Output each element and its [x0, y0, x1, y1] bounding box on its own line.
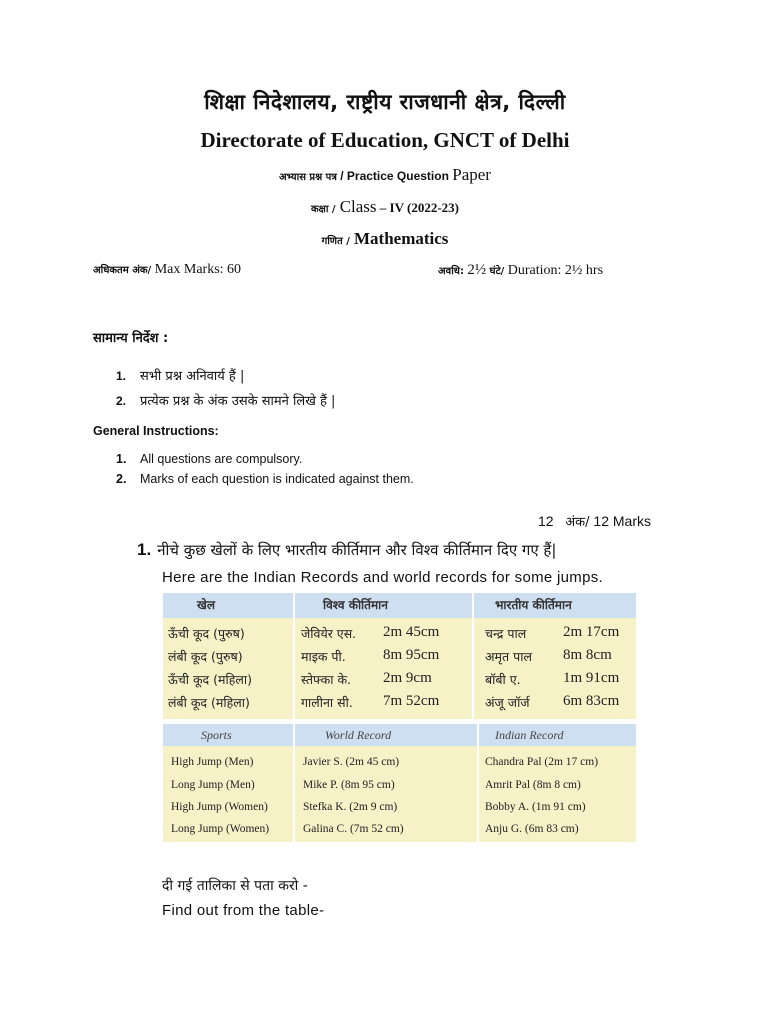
column-divider: [477, 724, 479, 842]
header-india: भारतीय कीर्तिमान: [495, 598, 572, 612]
item-number: 2.: [116, 472, 127, 486]
marks-hindi: अंक/: [565, 515, 590, 530]
table-cell: अमृत पाल: [485, 649, 532, 664]
header-india: Indian Record: [495, 728, 564, 742]
item-text: सभी प्रश्न अनिवार्य हैं |: [140, 369, 245, 384]
table-cell: 8m 8cm: [563, 647, 612, 663]
table-cell: जेवियेर एस.: [301, 626, 357, 641]
duration-val: 2½: [467, 262, 487, 278]
table-cell: बॉबी ए.: [485, 672, 521, 687]
marks-en: 12 Marks: [589, 513, 652, 529]
instruction-hindi-item: [116, 366, 244, 384]
paper-sep: /: [336, 169, 347, 183]
header-world: World Record: [325, 728, 392, 742]
table-cell: माइक पी.: [301, 649, 346, 664]
records-table-hindi: [163, 593, 636, 719]
item-number: 2.: [116, 394, 127, 408]
table-cell: 2m 17cm: [563, 624, 620, 640]
duration-hindi2: घंटे/: [486, 266, 505, 277]
prompt-english: Find out from the table-: [162, 902, 325, 919]
duration-hindi: अवधि:: [438, 266, 468, 277]
duration-en: Duration: 2½ hrs: [504, 263, 604, 278]
column-divider: [293, 593, 295, 719]
table-cell: Bobby A. (1m 91 cm): [485, 801, 586, 813]
subject-en: Mathematics: [354, 229, 449, 248]
question-text-hindi: नीचे कुछ खेलों के लिए भारतीय कीर्तिमान और विश्व कीर्तिमान दिए गए हैं|: [157, 541, 557, 559]
item-text: प्रत्येक प्रश्न के अंक उसके सामने लिखे हैं |: [140, 394, 336, 409]
class-hindi: कक्षा /: [310, 204, 336, 215]
header-sport: Sports: [201, 728, 232, 742]
duration: [438, 262, 603, 279]
subject-line: [0, 229, 770, 249]
table-cell: Javier S. (2m 45 cm): [303, 756, 400, 768]
question-text-english: Here are the Indian Records and world records for some jumps.: [162, 569, 603, 586]
header-world: विश्व कीर्तिमान: [323, 598, 388, 612]
table-cell: Long Jump (Men): [171, 779, 255, 791]
table-cell: Chandra Pal (2m 17 cm): [485, 756, 599, 768]
table-cell: 2m 9cm: [383, 670, 432, 686]
table-cell: High Jump (Men): [171, 756, 254, 768]
table-cell: Mike P. (8m 95 cm): [303, 779, 395, 791]
paper-line: [0, 165, 770, 185]
table-cell: गालीना सी.: [301, 695, 353, 710]
header-sport: खेल: [197, 598, 215, 612]
records-table-english: [163, 724, 636, 842]
table-cell: ऊँची कूद (महिला): [168, 672, 252, 687]
instruction-english-item: [116, 472, 414, 486]
item-text: All questions are compulsory.: [140, 452, 303, 466]
prompt-hindi: दी गई तालिका से पता करो -: [162, 878, 308, 894]
table-cell: 2m 45cm: [383, 624, 440, 640]
paper-en-small: Practice Question: [346, 169, 453, 183]
instruction-hindi-item: [116, 391, 335, 409]
title-hindi: शिक्षा निदेशालय, राष्ट्रीय राजधानी क्षेत्र, दिल्ली: [204, 90, 566, 114]
max-marks-hindi: अधिकतम अंक/: [93, 265, 152, 276]
paper-en-big: Paper: [452, 165, 491, 184]
title-english: Directorate of Education, GNCT of Delhi: [200, 128, 570, 152]
table-cell: 7m 52cm: [383, 693, 440, 709]
instructions-hindi-heading: सामान्य निर्देश :: [93, 331, 169, 346]
max-marks-en: Max Marks: 60: [151, 262, 242, 277]
table-cell: Galina C. (7m 52 cm): [303, 823, 404, 835]
table-cell: लंबी कूद (पुरुष): [168, 649, 243, 664]
instructions-english-heading: General Instructions:: [93, 424, 219, 438]
table-cell: लंबी कूद (महिला): [168, 695, 250, 710]
table-cell: 8m 95cm: [383, 647, 440, 663]
question-1-hindi: [137, 540, 556, 560]
table-cell: अंजू जॉर्ज: [485, 695, 530, 710]
table-cell: स्तेफ्का के.: [301, 672, 352, 687]
subject-hindi: गणित /: [321, 236, 350, 247]
table-cell: Stefka K. (2m 9 cm): [303, 801, 398, 813]
table-cell: High Jump (Women): [171, 801, 268, 813]
item-number: 1.: [116, 369, 127, 383]
question-marks: [538, 512, 651, 530]
class-big: Class: [339, 197, 377, 216]
item-text: Marks of each question is indicated against them.: [140, 472, 414, 486]
table-cell: Anju G. (6m 83 cm): [485, 823, 579, 835]
item-number: 1.: [116, 452, 127, 466]
table-header-row: [163, 724, 636, 746]
question-number: 1.: [137, 540, 152, 559]
column-divider: [472, 593, 474, 719]
table-cell: ऊँची कूद (पुरुष): [168, 626, 245, 641]
table-cell: Amrit Pal (8m 8 cm): [485, 779, 581, 791]
marks-num: 12: [538, 513, 554, 529]
instruction-english-item: [116, 452, 302, 466]
column-divider: [293, 724, 295, 842]
table-cell: Long Jump (Women): [171, 823, 270, 835]
max-marks: [93, 262, 241, 278]
table-cell: 6m 83cm: [563, 693, 620, 709]
paper-hindi: अभ्यास प्रश्न पत्र: [279, 172, 337, 183]
table-cell: चन्द्र पाल: [485, 626, 527, 641]
class-rest: – IV (2022-23): [376, 200, 459, 215]
table-cell: 1m 91cm: [563, 670, 620, 686]
class-line: [0, 197, 770, 217]
